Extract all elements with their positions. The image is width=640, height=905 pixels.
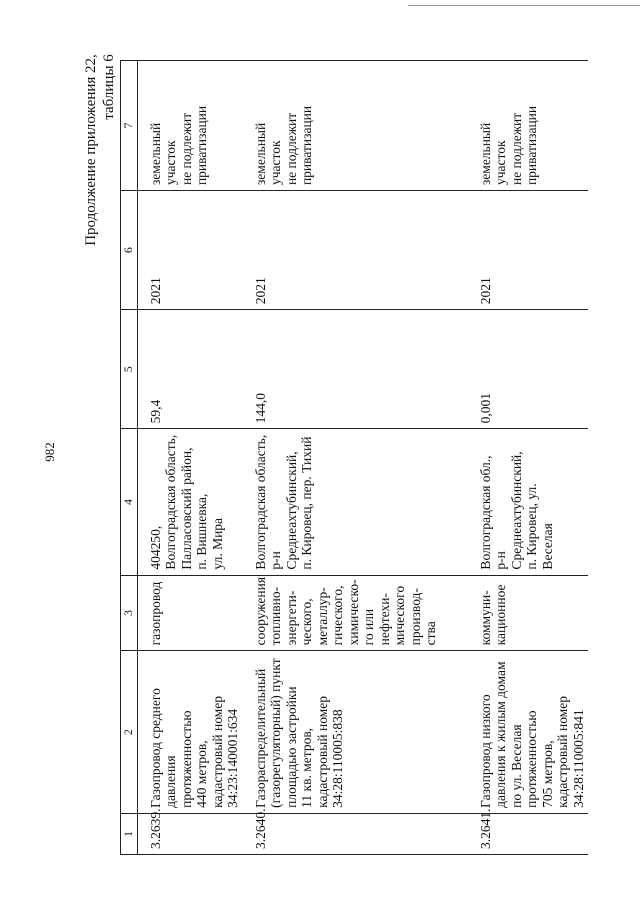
header-col-6: 6 (121, 191, 138, 310)
header-col-4: 4 (121, 429, 138, 575)
object-name: Газопровод низкого давления к жилым домам по ул. Веселая протяженностью 705 метров, кадастровый номер 34:28:110005:841 (468, 651, 589, 813)
object-type: коммуни- кационное (468, 575, 589, 651)
object-year: 2021 (468, 191, 589, 310)
object-name: Газораспределительный (газорегуляторный) пункт площадью застройки 11 кв. метров, кадастровый номер 34:28:110005:838 (243, 651, 468, 813)
caption-line-2: таблицы 6 (101, 54, 117, 120)
table-row (468, 61, 589, 855)
header-col-2: 2 (121, 651, 138, 813)
object-note: земельный участок не подлежит приватизации (243, 61, 468, 191)
row-number: 3.2641. (468, 813, 589, 854)
object-value: 144,0 (243, 310, 468, 429)
object-year: 2021 (137, 191, 243, 310)
object-note: земельный участок не подлежит приватизации (468, 61, 589, 191)
header-col-7: 7 (121, 61, 138, 191)
objects-table (120, 60, 588, 855)
object-type: сооружения топливно- энергети- ческого, металлур- гического, химическо- го или нефтехи- мического производ- ства (243, 575, 468, 651)
object-address: Волгоградская область, р-н Среднеахтубинский, п. Кировец, пер. Тихий (243, 429, 468, 575)
header-col-3: 3 (121, 575, 138, 651)
table-row (137, 61, 243, 855)
header-col-1: 1 (121, 813, 138, 854)
top-rule (408, 0, 640, 6)
header-col-5: 5 (121, 310, 138, 429)
object-value: 59,4 (137, 310, 243, 429)
object-address: Волгоградская обл., р-н Среднеахтубинский, п. Кировец, ул. Веселая (468, 429, 589, 575)
row-number: 3.2639. (137, 813, 243, 854)
header-row (121, 61, 138, 855)
object-year: 2021 (243, 191, 468, 310)
table-row (243, 61, 468, 855)
rotated-table-container (120, 60, 586, 855)
object-value: 0,001 (468, 310, 589, 429)
object-type: газопровод (137, 575, 243, 651)
caption-line-1: Продолжение приложения 22, (83, 54, 99, 246)
object-note: земельный участок не подлежит приватизации (137, 61, 243, 191)
object-name: Газопровод среднего давления протяженностью 440 метров, кадастровый номер 34:23:140001:634 (137, 651, 243, 813)
object-address: 404250, Волгоградская область, Палласовский район, п. Вишневка, ул. Мира (137, 429, 243, 575)
page-number: 982 (42, 442, 57, 462)
row-number: 3.2640. (243, 813, 468, 854)
table-caption (82, 54, 118, 246)
